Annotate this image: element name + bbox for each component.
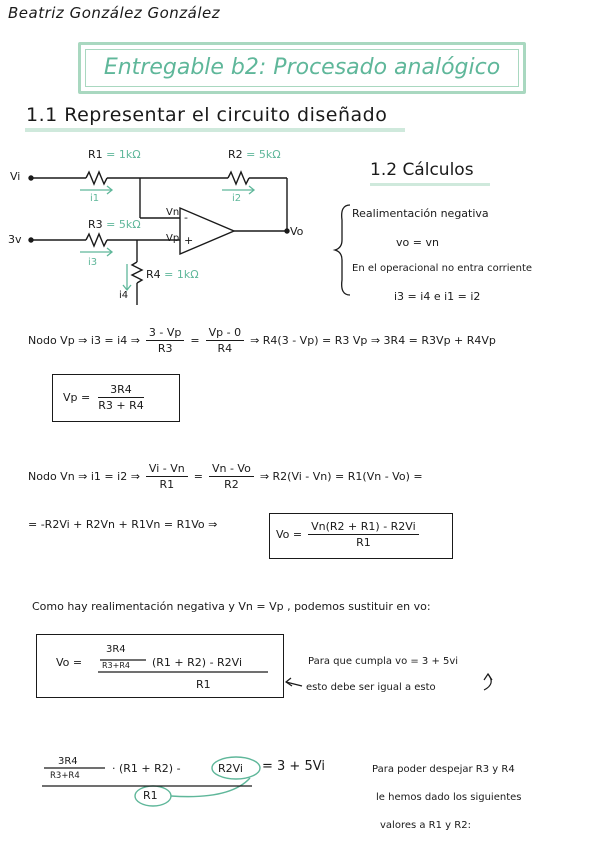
vp-result-den: R3 + R4 xyxy=(98,399,144,412)
calc-line-3: En el operacional no entra corriente xyxy=(352,263,533,274)
node-vn-f1-den: R1 xyxy=(159,478,175,491)
final-den: R1 xyxy=(196,678,211,691)
i1-label: i1 xyxy=(90,193,100,204)
title-box xyxy=(78,42,526,94)
r2-value: = 5kΩ xyxy=(246,148,281,161)
bottom-note-line-3: valores a R1 y R2: xyxy=(380,820,471,831)
bottom-mid: · (R1 + R2) - xyxy=(112,762,181,775)
page-title: Entregable b2: Procesado analógico xyxy=(103,55,501,80)
r4-label xyxy=(146,268,199,281)
final-inner-den: R3+R4 xyxy=(102,661,130,670)
substitution-note: Como hay realimentación negativa y Vn = Vp , podemos sustituir en vo: xyxy=(32,600,431,613)
node-vn-rest: ⇒ R2(Vi - Vn) = R1(Vn - Vo) = xyxy=(259,470,423,483)
node-vn-prefix: Nodo Vn ⇒ i1 = i2 ⇒ xyxy=(28,470,140,483)
heading-highlight xyxy=(25,128,405,132)
vp-result-fraction xyxy=(98,383,144,412)
vo-result-num: Vn(R2 + R1) - R2Vi xyxy=(308,520,419,535)
node-vp-f1-num: 3 - Vp xyxy=(146,326,184,341)
r3-label xyxy=(88,218,141,231)
vo-result-lhs: Vo = xyxy=(276,528,303,541)
note-right-line-1: Para que cumpla vo = 3 + 5vi xyxy=(308,656,459,667)
node-vp-prefix: Nodo Vp ⇒ i3 = i4 ⇒ xyxy=(28,334,140,347)
node-vn-equation xyxy=(28,462,423,491)
vo-result-fraction xyxy=(308,520,419,549)
node-vn-f2-den: R2 xyxy=(224,478,239,491)
i4-label: i4 xyxy=(119,290,129,301)
node-vp-equals: = xyxy=(190,334,200,347)
bottom-note-line-1: Para poder despejar R3 y R4 xyxy=(372,764,515,775)
minus-sign: - xyxy=(184,211,188,224)
plus-sign: + xyxy=(184,234,194,247)
vp-result xyxy=(63,383,144,412)
bottom-inner-num: 3R4 xyxy=(58,756,78,767)
bottom-rhs: = 3 + 5Vi xyxy=(262,759,325,774)
r3-name: R3 xyxy=(88,218,103,231)
vp-result-lhs: Vp = xyxy=(63,391,91,404)
node-vn-fraction-1 xyxy=(146,462,188,491)
r4-name: R4 xyxy=(146,268,161,281)
node-vn-equals: = xyxy=(193,470,203,483)
calc-line-4: i3 = i4 e i1 = i2 xyxy=(394,290,481,303)
bottom-inner-den: R3+R4 xyxy=(50,771,80,781)
v3-label: 3v xyxy=(8,233,22,246)
r1-name: R1 xyxy=(88,148,103,161)
r2-name: R2 xyxy=(228,148,243,161)
r1-value: = 1kΩ xyxy=(106,148,141,161)
calc-line-1: Realimentación negativa xyxy=(352,207,489,220)
bottom-note-line-2: le hemos dado los siguientes xyxy=(376,792,522,803)
vi-label: Vi xyxy=(10,170,21,183)
section-heading-circuit: 1.1 Representar el circuito diseñado xyxy=(26,104,388,126)
r3-value: = 5kΩ xyxy=(106,218,141,231)
vp-result-num: 3R4 xyxy=(98,383,144,398)
section-heading-calculos: 1.2 Cálculos xyxy=(370,160,474,180)
node-vp-f2-den: R4 xyxy=(217,342,233,355)
node-vp-equation xyxy=(28,326,496,355)
node-vp-rest: ⇒ R4(3 - Vp) = R3 Vp ⇒ 3R4 = R3Vp + R4Vp xyxy=(250,334,496,347)
vo-derivation: = -R2Vi + R2Vn + R1Vn = R1Vo ⇒ xyxy=(28,518,218,531)
i3-label: i3 xyxy=(88,257,98,268)
final-num-rest: (R1 + R2) - R2Vi xyxy=(152,656,243,669)
final-inner-num: 3R4 xyxy=(106,644,126,655)
bottom-den: R1 xyxy=(143,789,158,802)
r1-label xyxy=(88,148,141,161)
vp-label: Vp xyxy=(166,233,180,244)
calc-heading-highlight xyxy=(370,183,490,186)
calc-line-2: vo = vn xyxy=(396,236,439,249)
bottom-r2vi: R2Vi xyxy=(218,762,243,775)
node-vn-f1-num: Vi - Vn xyxy=(146,462,188,477)
result-box-vp xyxy=(52,374,180,422)
final-lhs: Vo = xyxy=(56,656,83,669)
node-vp-f1-den: R3 xyxy=(157,342,173,355)
author-name: Beatriz González González xyxy=(8,4,221,22)
vo-label: Vo xyxy=(290,225,304,238)
note-right-line-2: esto debe ser igual a esto xyxy=(306,682,436,693)
node-vp-f2-num: Vp - 0 xyxy=(206,326,244,341)
vo-result-den: R1 xyxy=(356,536,371,549)
node-vn-fraction-2 xyxy=(209,462,254,491)
node-vn-f2-num: Vn - Vo xyxy=(209,462,254,477)
r2-label xyxy=(228,148,281,161)
vn-label: Vn xyxy=(166,207,180,218)
i2-label: i2 xyxy=(232,193,242,204)
r4-value: = 1kΩ xyxy=(164,268,199,281)
node-vp-fraction-2 xyxy=(206,326,244,355)
result-box-vo xyxy=(269,513,453,559)
node-vp-fraction-1 xyxy=(146,326,184,355)
vo-result xyxy=(276,520,419,549)
